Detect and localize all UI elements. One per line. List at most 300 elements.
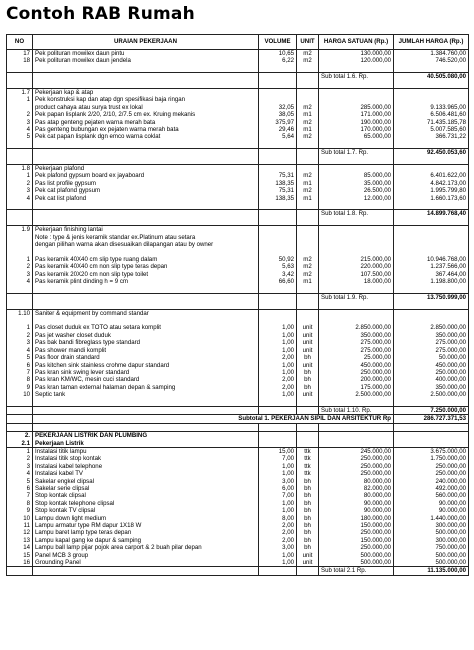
- empty-cell: [7, 415, 33, 423]
- item-description: Septic tank: [33, 391, 259, 398]
- item-unit: bh: [297, 354, 319, 361]
- blank-row: [7, 423, 469, 431]
- item-total: 350.000,00: [394, 332, 469, 339]
- item-description: Instalasi titik lampu: [33, 447, 259, 455]
- empty-cell: [259, 149, 297, 157]
- item-unit: m2: [297, 133, 319, 140]
- item-total: 275.000,00: [394, 339, 469, 346]
- empty-cell: [319, 81, 394, 89]
- item-total: 90.000,00: [394, 507, 469, 514]
- empty-cell: [33, 73, 259, 81]
- item-row: [7, 485, 469, 492]
- empty-cell: [33, 202, 259, 210]
- empty-cell: [297, 149, 319, 157]
- empty-cell: [7, 317, 33, 324]
- item-no: 17: [7, 50, 33, 58]
- subtotal-row: [7, 210, 469, 218]
- empty-cell: [259, 285, 297, 293]
- empty-cell: [319, 423, 394, 431]
- rab-body: [7, 50, 469, 576]
- item-volume: [259, 432, 297, 440]
- item-volume: [259, 309, 297, 317]
- blank-row: [7, 157, 469, 165]
- item-no: 10: [7, 391, 33, 398]
- empty-cell: [297, 73, 319, 81]
- item-row: [7, 234, 469, 241]
- item-volume: [259, 165, 297, 173]
- item-volume: 10,65: [259, 50, 297, 58]
- subtotal-value: 40.505.080,00: [394, 73, 469, 81]
- item-description: product cahaya atau surya trust ex lokal: [33, 104, 259, 111]
- empty-cell: [7, 218, 33, 226]
- item-unit-price: 275.000,00: [319, 347, 394, 354]
- header-no: NO: [7, 35, 33, 50]
- empty-cell: [259, 248, 297, 255]
- item-description: Lampu ball lamp pijar pojok area carport & 2 buah pilar depan: [33, 544, 259, 551]
- item-total: 367.464,00: [394, 271, 469, 278]
- subtotal-label: Sub total 1.8. Rp.: [319, 210, 394, 218]
- empty-cell: [297, 81, 319, 89]
- empty-cell: [33, 317, 259, 324]
- empty-cell: [297, 157, 319, 165]
- item-description: dengan pilihan warna akan disesuaikan dilapangan atau by owner: [33, 241, 259, 248]
- item-no: 2: [7, 180, 33, 187]
- item-unit-price: 500.000,00: [319, 559, 394, 567]
- item-unit-price: 450.000,00: [319, 362, 394, 369]
- item-unit: m1: [297, 278, 319, 285]
- subtotal-value: 14.899.768,40: [394, 210, 469, 218]
- empty-cell: [259, 423, 297, 431]
- item-unit-price: [319, 241, 394, 248]
- empty-cell: [319, 157, 394, 165]
- item-total: 5.007.585,60: [394, 126, 469, 133]
- item-total: 250.000,00: [394, 463, 469, 470]
- item-description: Pek cat plafond gypsum: [33, 187, 259, 194]
- empty-cell: [7, 81, 33, 89]
- item-row: [7, 165, 469, 173]
- item-no: 15: [7, 552, 33, 559]
- empty-cell: [33, 285, 259, 293]
- item-total: [394, 89, 469, 97]
- item-no: 2: [7, 455, 33, 462]
- item-no: 4: [7, 470, 33, 477]
- item-unit-price: 80.000,00: [319, 478, 394, 485]
- item-unit: bh: [297, 478, 319, 485]
- item-description: Pas keramik 40X40 cm slip type ruang dalam: [33, 256, 259, 263]
- item-volume: 6,22: [259, 57, 297, 64]
- item-unit-price: 85.000,00: [319, 172, 394, 179]
- empty-cell: [33, 218, 259, 226]
- item-unit: m2: [297, 50, 319, 58]
- item-no: 2: [7, 332, 33, 339]
- item-row: [7, 271, 469, 278]
- empty-cell: [394, 399, 469, 407]
- item-description: Pek papan lisplank 2/20, 2/10, 2/7.5 cm ex. Kruing mekanis: [33, 111, 259, 118]
- item-total: 746.520,00: [394, 57, 469, 64]
- item-unit-price: 18.000,00: [319, 278, 394, 285]
- rab-table-container: [6, 34, 468, 576]
- item-row: [7, 559, 469, 567]
- item-total: 3.675.000,00: [394, 447, 469, 455]
- item-volume: 6,00: [259, 485, 297, 492]
- item-unit: [297, 96, 319, 103]
- empty-cell: [297, 293, 319, 301]
- item-total: 300.000,00: [394, 537, 469, 544]
- empty-cell: [319, 202, 394, 210]
- item-volume: 1,00: [259, 324, 297, 331]
- item-no: 9: [7, 507, 33, 514]
- item-unit-price: 130.000,00: [319, 50, 394, 58]
- empty-cell: [259, 141, 297, 149]
- item-row: [7, 347, 469, 354]
- item-no: 2.: [7, 432, 33, 440]
- item-no: 1.10: [7, 309, 33, 317]
- item-unit: bh: [297, 485, 319, 492]
- empty-cell: [7, 293, 33, 301]
- grand-subtotal-label: Subtotal 1. PEKERJAAN SIPIL DAN ARSITEKTUR Rp: [33, 415, 394, 423]
- item-unit-price: 107.500,00: [319, 271, 394, 278]
- empty-cell: [319, 65, 394, 73]
- item-volume: [259, 241, 297, 248]
- item-row: [7, 552, 469, 559]
- item-row: [7, 57, 469, 64]
- item-unit-price: 25.000,00: [319, 354, 394, 361]
- item-total: 71.435.185,78: [394, 119, 469, 126]
- item-description: Pas shower mandi komplit: [33, 347, 259, 354]
- item-total: 500.000,00: [394, 559, 469, 567]
- item-volume: 375,97: [259, 119, 297, 126]
- empty-cell: [33, 293, 259, 301]
- item-no: 7: [7, 492, 33, 499]
- item-unit-price: 215.000,00: [319, 256, 394, 263]
- item-total: 275.000,00: [394, 347, 469, 354]
- empty-cell: [33, 406, 259, 414]
- item-volume: 2,00: [259, 537, 297, 544]
- item-description: Stop kontak TV clipsal: [33, 507, 259, 514]
- empty-cell: [7, 149, 33, 157]
- empty-cell: [33, 248, 259, 255]
- item-unit-price: [319, 89, 394, 97]
- item-unit-price: 250.000,00: [319, 369, 394, 376]
- item-row: [7, 256, 469, 263]
- empty-cell: [394, 285, 469, 293]
- item-volume: 75,31: [259, 172, 297, 179]
- item-no: 3: [7, 271, 33, 278]
- subtotal-label: Sub total 1.9. Rp.: [319, 293, 394, 301]
- item-description: Note : type & jenis keramik standar ex.Platinum atau setara: [33, 234, 259, 241]
- item-row: [7, 180, 469, 187]
- item-description: Pas keramik 20X20 cm non slip type toilet: [33, 271, 259, 278]
- item-no: 2.1: [7, 440, 33, 448]
- item-unit: m2: [297, 104, 319, 111]
- empty-cell: [259, 317, 297, 324]
- item-description: Pas keramik plint dinding h = 9 cm: [33, 278, 259, 285]
- item-total: 4.842.173,00: [394, 180, 469, 187]
- item-unit: bh: [297, 515, 319, 522]
- empty-cell: [259, 567, 297, 575]
- item-unit-price: 250.000,00: [319, 463, 394, 470]
- item-description: PEKERJAAN LISTRIK DAN PLUMBING: [33, 432, 259, 440]
- item-unit-price: [319, 234, 394, 241]
- item-unit: [297, 241, 319, 248]
- item-unit: [297, 309, 319, 317]
- item-description: Lampu armatur type RM dapur 1X18 W: [33, 522, 259, 529]
- item-total: [394, 96, 469, 103]
- item-row: [7, 544, 469, 551]
- item-unit: [297, 432, 319, 440]
- empty-cell: [33, 157, 259, 165]
- empty-cell: [259, 406, 297, 414]
- item-no: 1: [7, 447, 33, 455]
- item-row: [7, 500, 469, 507]
- item-description: Pas keramik 40X40 cm non slip type teras depan: [33, 263, 259, 270]
- item-volume: 138,35: [259, 180, 297, 187]
- item-no: 4: [7, 278, 33, 285]
- item-no: 8: [7, 376, 33, 383]
- item-no: 4: [7, 195, 33, 202]
- empty-cell: [33, 141, 259, 149]
- empty-cell: [259, 81, 297, 89]
- item-unit: unit: [297, 332, 319, 339]
- item-total: 366.731,22: [394, 133, 469, 140]
- item-volume: 5,64: [259, 133, 297, 140]
- item-unit-price: 250.000,00: [319, 470, 394, 477]
- empty-cell: [259, 301, 297, 309]
- item-description: Pekerjaan finishing lantai: [33, 226, 259, 234]
- item-total: 50.000,00: [394, 354, 469, 361]
- item-description: Pas bak bandi fibreglass type standard: [33, 339, 259, 346]
- item-volume: 38,05: [259, 111, 297, 118]
- subtotal-label: Sub total 1.10. Rp.: [319, 406, 394, 414]
- item-no: 13: [7, 537, 33, 544]
- item-unit-price: 250.000,00: [319, 544, 394, 551]
- item-description: Instalasi titik stop kontak: [33, 455, 259, 462]
- empty-cell: [7, 202, 33, 210]
- item-volume: 1,00: [259, 391, 297, 398]
- item-unit: ttk: [297, 447, 319, 455]
- blank-row: [7, 399, 469, 407]
- item-total: 1.750.000,00: [394, 455, 469, 462]
- item-no: 2: [7, 111, 33, 118]
- item-total: [394, 234, 469, 241]
- item-row: [7, 126, 469, 133]
- item-unit: unit: [297, 362, 319, 369]
- item-total: 450.000,00: [394, 362, 469, 369]
- empty-cell: [319, 301, 394, 309]
- subtotal-row: [7, 567, 469, 575]
- empty-cell: [33, 149, 259, 157]
- empty-cell: [319, 248, 394, 255]
- empty-cell: [259, 293, 297, 301]
- item-description: Grounding Panel: [33, 559, 259, 567]
- item-unit-price: 190.000,00: [319, 119, 394, 126]
- item-unit: m2: [297, 256, 319, 263]
- item-total: [394, 309, 469, 317]
- item-unit-price: [319, 226, 394, 234]
- empty-cell: [394, 317, 469, 324]
- item-row: [7, 455, 469, 462]
- empty-cell: [259, 202, 297, 210]
- item-unit-price: 200.000,00: [319, 376, 394, 383]
- empty-cell: [297, 567, 319, 575]
- item-unit-price: 500.000,00: [319, 552, 394, 559]
- item-description: Pas genteng bubungan ex pejaten warna merah bata: [33, 126, 259, 133]
- item-volume: 7,00: [259, 455, 297, 462]
- item-row: [7, 376, 469, 383]
- subtotal-row: [7, 293, 469, 301]
- empty-cell: [7, 210, 33, 218]
- item-row: [7, 507, 469, 514]
- item-volume: [259, 96, 297, 103]
- item-row: [7, 172, 469, 179]
- item-unit: m1: [297, 195, 319, 202]
- item-volume: 1,00: [259, 332, 297, 339]
- item-no: 1: [7, 172, 33, 179]
- item-unit: [297, 226, 319, 234]
- item-unit: m2: [297, 57, 319, 64]
- item-row: [7, 522, 469, 529]
- blank-row: [7, 301, 469, 309]
- item-row: [7, 96, 469, 103]
- item-volume: [259, 89, 297, 97]
- empty-cell: [7, 399, 33, 407]
- empty-cell: [394, 157, 469, 165]
- item-row: [7, 440, 469, 448]
- item-no: 12: [7, 529, 33, 536]
- item-description: Pek plafond gypsum board ex jayaboard: [33, 172, 259, 179]
- item-volume: 75,31: [259, 187, 297, 194]
- item-row: [7, 463, 469, 470]
- empty-cell: [259, 399, 297, 407]
- item-total: 6.401.622,00: [394, 172, 469, 179]
- subtotal-label: Sub total 2.1 Rp.: [319, 567, 394, 575]
- item-no: [7, 241, 33, 248]
- item-no: 11: [7, 522, 33, 529]
- item-row: [7, 324, 469, 331]
- header-harga-satuan: HARGA SATUAN (Rp.): [319, 35, 394, 50]
- empty-cell: [297, 248, 319, 255]
- item-total: 500.000,00: [394, 529, 469, 536]
- item-total: 250.000,00: [394, 470, 469, 477]
- item-row: [7, 391, 469, 398]
- item-description: Lampu kapal gang ke dapur & samping: [33, 537, 259, 544]
- item-unit-price: [319, 432, 394, 440]
- item-total: 2.850.000,00: [394, 324, 469, 331]
- item-total: 750.000,00: [394, 544, 469, 551]
- item-total: 240.000,00: [394, 478, 469, 485]
- item-row: [7, 470, 469, 477]
- item-row: [7, 447, 469, 455]
- item-description: Sakelar serie clipsal: [33, 485, 259, 492]
- item-unit: m2: [297, 263, 319, 270]
- item-row: [7, 226, 469, 234]
- item-no: 10: [7, 515, 33, 522]
- empty-cell: [297, 423, 319, 431]
- item-total: 1.995.799,80: [394, 187, 469, 194]
- item-description: Pas kran KM/WC, mesin cuci standard: [33, 376, 259, 383]
- item-no: 6: [7, 362, 33, 369]
- item-unit-price: 250.000,00: [319, 529, 394, 536]
- item-total: 1.237.566,00: [394, 263, 469, 270]
- empty-cell: [297, 285, 319, 293]
- item-unit-price: 170.000,00: [319, 126, 394, 133]
- item-no: 3: [7, 463, 33, 470]
- item-row: [7, 515, 469, 522]
- item-description: Pas list profile gypsum: [33, 180, 259, 187]
- item-no: 1: [7, 96, 33, 103]
- item-unit: unit: [297, 324, 319, 331]
- item-total: [394, 241, 469, 248]
- item-volume: 3,42: [259, 271, 297, 278]
- subtotal-label: Sub total 1.6. Rp.: [319, 73, 394, 81]
- item-row: [7, 187, 469, 194]
- item-no: 18: [7, 57, 33, 64]
- item-unit: bh: [297, 492, 319, 499]
- item-unit: unit: [297, 559, 319, 567]
- item-no: 16: [7, 559, 33, 567]
- item-no: 7: [7, 369, 33, 376]
- item-description: Stop kontak telephone clipsal: [33, 500, 259, 507]
- subtotal-row: [7, 406, 469, 414]
- header-volume: VOLUME: [259, 35, 297, 50]
- item-unit: m2: [297, 271, 319, 278]
- empty-cell: [297, 399, 319, 407]
- item-total: 250.000,00: [394, 369, 469, 376]
- item-volume: 32,05: [259, 104, 297, 111]
- item-total: 9.133.965,00: [394, 104, 469, 111]
- item-row: [7, 111, 469, 118]
- item-unit-price: 2.500.000,00: [319, 391, 394, 398]
- item-description: Pekerjaan kap & atap: [33, 89, 259, 97]
- item-unit-price: 245.000,00: [319, 447, 394, 455]
- subtotal-value: 11.135.000,00: [394, 567, 469, 575]
- empty-cell: [33, 65, 259, 73]
- item-volume: [259, 234, 297, 241]
- item-row: [7, 104, 469, 111]
- item-no: 3: [7, 339, 33, 346]
- item-unit: bh: [297, 537, 319, 544]
- item-unit: ttk: [297, 470, 319, 477]
- item-unit-price: 275.000,00: [319, 339, 394, 346]
- empty-cell: [259, 210, 297, 218]
- header-row: [7, 35, 469, 50]
- item-unit-price: [319, 96, 394, 103]
- item-description: Pas atap genteng pejaten warna merah bata: [33, 119, 259, 126]
- item-unit-price: 285.000,00: [319, 104, 394, 111]
- subtotal-row: [7, 73, 469, 81]
- item-unit-price: 350.000,00: [319, 332, 394, 339]
- item-total: 400.000,00: [394, 376, 469, 383]
- item-unit-price: [319, 440, 394, 448]
- grand-subtotal-row: [7, 415, 469, 423]
- item-unit: m1: [297, 180, 319, 187]
- item-description: Pas jet washer closet duduk: [33, 332, 259, 339]
- empty-cell: [259, 218, 297, 226]
- item-volume: 2,00: [259, 522, 297, 529]
- item-row: [7, 195, 469, 202]
- item-unit: [297, 165, 319, 173]
- empty-cell: [7, 141, 33, 149]
- header-uraian: URAIAN PEKERJAAN: [33, 35, 259, 50]
- item-no: 1.7: [7, 89, 33, 97]
- item-unit-price: 2.850.000,00: [319, 324, 394, 331]
- blank-row: [7, 202, 469, 210]
- item-no: 4: [7, 347, 33, 354]
- item-no: 1: [7, 256, 33, 263]
- blank-row: [7, 285, 469, 293]
- subtotal-value: 13.750.999,00: [394, 293, 469, 301]
- item-row: [7, 278, 469, 285]
